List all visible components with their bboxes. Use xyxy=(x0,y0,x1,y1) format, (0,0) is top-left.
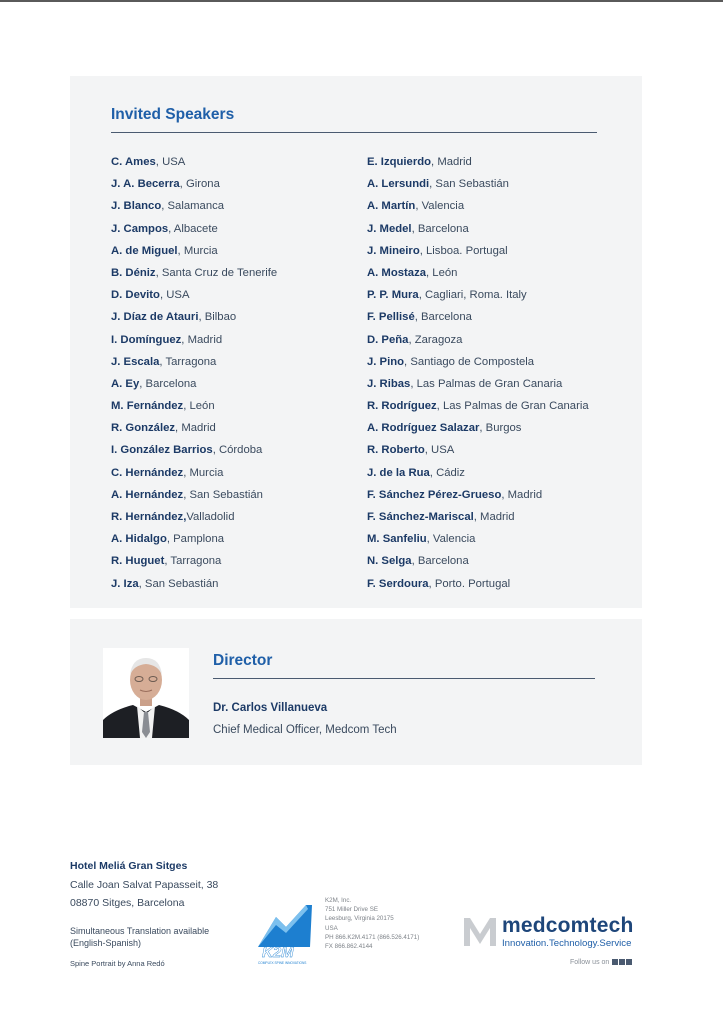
top-edge-line xyxy=(0,0,723,2)
translation-line-2: (English-Spanish) xyxy=(70,938,142,948)
speaker-name: A. Martín xyxy=(367,200,416,213)
speaker-place: San Sebastián xyxy=(189,488,263,501)
speaker-place: Madrid xyxy=(181,422,216,435)
speaker-separator: , xyxy=(426,266,433,279)
speaker-name: J. Blanco xyxy=(111,200,162,213)
director-title-rule xyxy=(213,678,595,679)
speaker-name: J. Mineiro xyxy=(367,244,420,257)
speaker-separator: , xyxy=(155,266,162,279)
speaker-name: A. Rodríguez Salazar xyxy=(367,422,480,435)
speaker-name: M. Sanfeliu xyxy=(367,533,427,546)
speaker-separator: , xyxy=(473,511,481,523)
speaker-separator: , xyxy=(166,533,174,546)
speaker-place: Porto. Portugal xyxy=(434,577,511,590)
speaker-item xyxy=(111,508,277,530)
speaker-place: Valencia xyxy=(421,200,465,213)
speaker-item xyxy=(367,441,589,463)
speaker-place: Girona xyxy=(185,178,220,191)
speaker-separator: , xyxy=(429,178,436,191)
speaker-item xyxy=(111,264,277,286)
speaker-item xyxy=(111,242,277,264)
speaker-place: Albacete xyxy=(173,222,218,235)
facebook-icon[interactable] xyxy=(612,959,618,965)
speaker-separator: , xyxy=(429,466,437,479)
speaker-place: Zaragoza xyxy=(414,333,463,346)
speaker-separator: , xyxy=(212,444,219,457)
speaker-item xyxy=(367,308,589,330)
k2m-address-line: PH 866.K2M.4171 (866.526.4171) xyxy=(325,933,420,941)
speaker-place: Murcia xyxy=(183,244,218,257)
k2m-address-line: Leesburg, Virginia 20175 xyxy=(325,915,394,923)
speaker-name: E. Izquierdo xyxy=(367,156,432,168)
speaker-place: Las Palmas de Gran Canaria xyxy=(442,400,589,413)
speaker-name: J. de la Rua xyxy=(367,466,430,479)
speaker-separator: , xyxy=(139,377,146,390)
speaker-place: Cagliari, Roma. Italy xyxy=(424,289,527,302)
speaker-place: Salamanca xyxy=(167,200,225,213)
speaker-name: R. Hernández, xyxy=(111,511,187,523)
speaker-name: A. Mostaza xyxy=(367,266,427,279)
medcomtech-name: medcomtech xyxy=(502,914,634,937)
speaker-separator: , xyxy=(177,244,184,257)
speaker-place: León xyxy=(432,266,458,279)
speaker-separator: , xyxy=(183,488,190,501)
speaker-place: Cádiz xyxy=(436,466,465,479)
speaker-name: M. Fernández xyxy=(111,400,184,413)
speaker-separator: , xyxy=(414,311,422,324)
speaker-place: Barcelona xyxy=(417,222,469,235)
speaker-separator: , xyxy=(161,200,168,213)
speaker-name: F. Serdoura xyxy=(367,577,429,590)
speaker-separator: , xyxy=(419,244,427,257)
speakers-title-rule xyxy=(111,132,597,133)
speaker-item xyxy=(367,397,589,419)
speaker-item xyxy=(111,197,277,219)
speaker-separator: , xyxy=(428,577,435,590)
speaker-separator: , xyxy=(410,377,417,390)
speaker-separator: , xyxy=(408,333,415,346)
k2m-logo-text: K2M xyxy=(262,944,294,961)
speaker-place: Bilbao xyxy=(204,311,237,324)
speaker-place: USA xyxy=(431,444,455,457)
speaker-separator: , xyxy=(159,289,167,302)
speaker-place: Valladolid xyxy=(186,511,235,523)
speaker-place: Madrid xyxy=(480,511,515,523)
speaker-item xyxy=(111,552,277,574)
speaker-name: A. Lersundi xyxy=(367,178,430,191)
speaker-item xyxy=(367,153,589,175)
speaker-name: I. González Barrios xyxy=(111,444,213,457)
k2m-address-line: FX 866.862.4144 xyxy=(325,943,373,951)
speaker-name: R. González xyxy=(111,422,176,435)
speaker-item xyxy=(367,331,589,353)
speaker-item xyxy=(111,530,277,552)
speaker-item xyxy=(367,197,589,219)
youtube-icon[interactable] xyxy=(626,959,632,965)
speaker-separator: , xyxy=(501,488,508,501)
speaker-place: Santiago de Compostela xyxy=(410,355,535,368)
medcomtech-tagline: Innovation.Technology.Service xyxy=(502,938,632,949)
speaker-name: J. A. Becerra xyxy=(111,178,180,191)
speaker-place: USA xyxy=(166,289,190,302)
speaker-item xyxy=(111,575,277,597)
translation-line-1: Simultaneous Translation available xyxy=(70,926,210,936)
speaker-name: P. P. Mura xyxy=(367,289,419,302)
k2m-logo xyxy=(256,903,316,967)
speaker-name: F. Pellisé xyxy=(367,311,415,324)
speaker-name: J. Ribas xyxy=(367,377,411,390)
speaker-place: USA xyxy=(162,156,186,168)
k2m-tagline: COMPLEX SPINE INNOVATIONS xyxy=(258,961,307,965)
speaker-place: Barcelona xyxy=(145,377,197,390)
speaker-item xyxy=(367,575,589,597)
speaker-name: N. Selga xyxy=(367,555,412,568)
speaker-place: León xyxy=(189,400,215,413)
speaker-name: J. Medel xyxy=(367,222,412,235)
speaker-separator: , xyxy=(175,422,182,435)
speaker-item xyxy=(367,530,589,552)
speaker-name: A. de Miguel xyxy=(111,244,178,257)
speaker-item xyxy=(367,242,589,264)
venue-street: Calle Joan Salvat Papasseit, 38 xyxy=(70,879,219,891)
speaker-item xyxy=(367,220,589,242)
speaker-separator: , xyxy=(198,311,205,324)
speaker-item xyxy=(367,552,589,574)
speaker-item xyxy=(111,353,277,375)
director-name: Dr. Carlos Villanueva xyxy=(213,702,328,714)
director-photo xyxy=(103,648,189,738)
k2m-address xyxy=(325,896,419,951)
speaker-name: J. Díaz de Atauri xyxy=(111,311,199,324)
speaker-name: A. Ey xyxy=(111,377,140,390)
speaker-name: D. Peña xyxy=(367,333,409,346)
follow-us xyxy=(570,959,632,966)
speaker-place: Tarragona xyxy=(170,555,222,568)
speaker-place: Madrid xyxy=(507,488,543,501)
speaker-item xyxy=(367,353,589,375)
speaker-name: A. Hernández xyxy=(111,488,184,501)
speaker-place: Madrid xyxy=(187,333,223,346)
speaker-place: Burgos xyxy=(485,422,522,435)
speaker-separator: , xyxy=(179,178,186,191)
speaker-name: F. Sánchez Pérez-Grueso xyxy=(367,488,502,501)
speaker-item xyxy=(367,286,589,308)
speaker-item xyxy=(111,397,277,419)
speaker-name: J. Escala xyxy=(111,355,160,368)
speaker-item xyxy=(111,375,277,397)
speaker-place: Madrid xyxy=(437,156,472,168)
speakers-column-right xyxy=(367,153,589,597)
speaker-place: Barcelona xyxy=(417,555,469,568)
speaker-separator: , xyxy=(436,400,443,413)
speaker-separator: , xyxy=(159,355,166,368)
speaker-place: Murcia xyxy=(189,466,224,479)
speaker-place: Lisboa. Portugal xyxy=(426,244,508,257)
speaker-separator: , xyxy=(424,444,432,457)
venue-name: Hotel Meliá Gran Sitges xyxy=(70,860,188,872)
speaker-item xyxy=(367,375,589,397)
speaker-separator: , xyxy=(418,289,425,302)
speaker-item xyxy=(111,175,277,197)
speaker-item xyxy=(111,220,277,242)
speaker-name: A. Hidalgo xyxy=(111,533,167,546)
speaker-place: San Sebastián xyxy=(435,178,509,191)
speaker-place: Pamplona xyxy=(173,533,225,546)
director-title: Director xyxy=(213,652,273,669)
director-role: Chief Medical Officer, Medcom Tech xyxy=(213,724,397,736)
k2m-address-line: K2M, Inc. xyxy=(325,897,352,904)
speaker-item xyxy=(111,286,277,308)
speaker-name: J. Iza xyxy=(111,577,139,590)
speaker-separator: , xyxy=(183,400,190,413)
speaker-item xyxy=(111,153,277,175)
speaker-place: Santa Cruz de Tenerife xyxy=(161,266,278,279)
twitter-icon[interactable] xyxy=(619,959,625,965)
speakers-column-left xyxy=(111,153,277,597)
speaker-place: Barcelona xyxy=(421,311,472,324)
speaker-separator: , xyxy=(181,333,188,346)
speaker-separator: , xyxy=(426,533,433,546)
speaker-separator: , xyxy=(431,156,438,168)
speaker-separator: , xyxy=(411,555,418,568)
speaker-item xyxy=(367,508,589,530)
speaker-item xyxy=(111,441,277,463)
speaker-name: R. Roberto xyxy=(367,444,425,457)
follow-us-label: Follow us on xyxy=(570,959,610,966)
speaker-name: B. Déniz xyxy=(111,266,156,279)
speaker-item xyxy=(111,308,277,330)
speaker-item xyxy=(367,486,589,508)
speaker-separator: , xyxy=(138,577,145,590)
speaker-place: Córdoba xyxy=(218,444,263,457)
speaker-item xyxy=(111,486,277,508)
invited-speakers-title: Invited Speakers xyxy=(111,106,235,123)
speaker-name: I. Domínguez xyxy=(111,333,182,346)
speaker-name: J. Campos xyxy=(111,222,169,235)
speaker-name: C. Hernández xyxy=(111,466,184,479)
k2m-address-line: USA xyxy=(325,924,338,932)
speaker-item xyxy=(111,419,277,441)
speaker-name: D. Devito xyxy=(111,289,160,302)
portrait-credit: Spine Portrait by Anna Redó xyxy=(70,959,165,968)
speaker-name: J. Pino xyxy=(367,355,405,368)
speaker-name: F. Sánchez-Mariscal xyxy=(367,511,474,523)
speaker-place: Tarragona xyxy=(165,355,217,368)
speaker-separator: , xyxy=(168,222,174,235)
k2m-address-line: 751 Miller Drive SE xyxy=(325,906,378,914)
speaker-place: San Sebastián xyxy=(144,577,219,590)
speaker-separator: , xyxy=(183,466,190,479)
speaker-separator: , xyxy=(411,222,418,235)
speaker-item xyxy=(111,464,277,486)
venue-city: 08870 Sitges, Barcelona xyxy=(70,897,185,909)
speaker-separator: , xyxy=(479,422,486,435)
speaker-place: Valencia xyxy=(432,533,476,546)
speaker-place: Las Palmas de Gran Canaria xyxy=(416,377,563,390)
speaker-name: R. Huguet xyxy=(111,555,165,568)
speaker-item xyxy=(367,419,589,441)
speaker-separator: , xyxy=(164,555,171,568)
speaker-item xyxy=(367,264,589,286)
speaker-name: C. Ames xyxy=(111,156,156,168)
speaker-item xyxy=(367,175,589,197)
medcomtech-m-icon xyxy=(462,914,498,948)
speaker-separator: , xyxy=(404,355,411,368)
speaker-separator: , xyxy=(155,156,163,168)
speaker-item xyxy=(111,331,277,353)
speaker-item xyxy=(367,464,589,486)
speaker-separator: , xyxy=(415,200,422,213)
speaker-name: R. Rodríguez xyxy=(367,400,437,413)
